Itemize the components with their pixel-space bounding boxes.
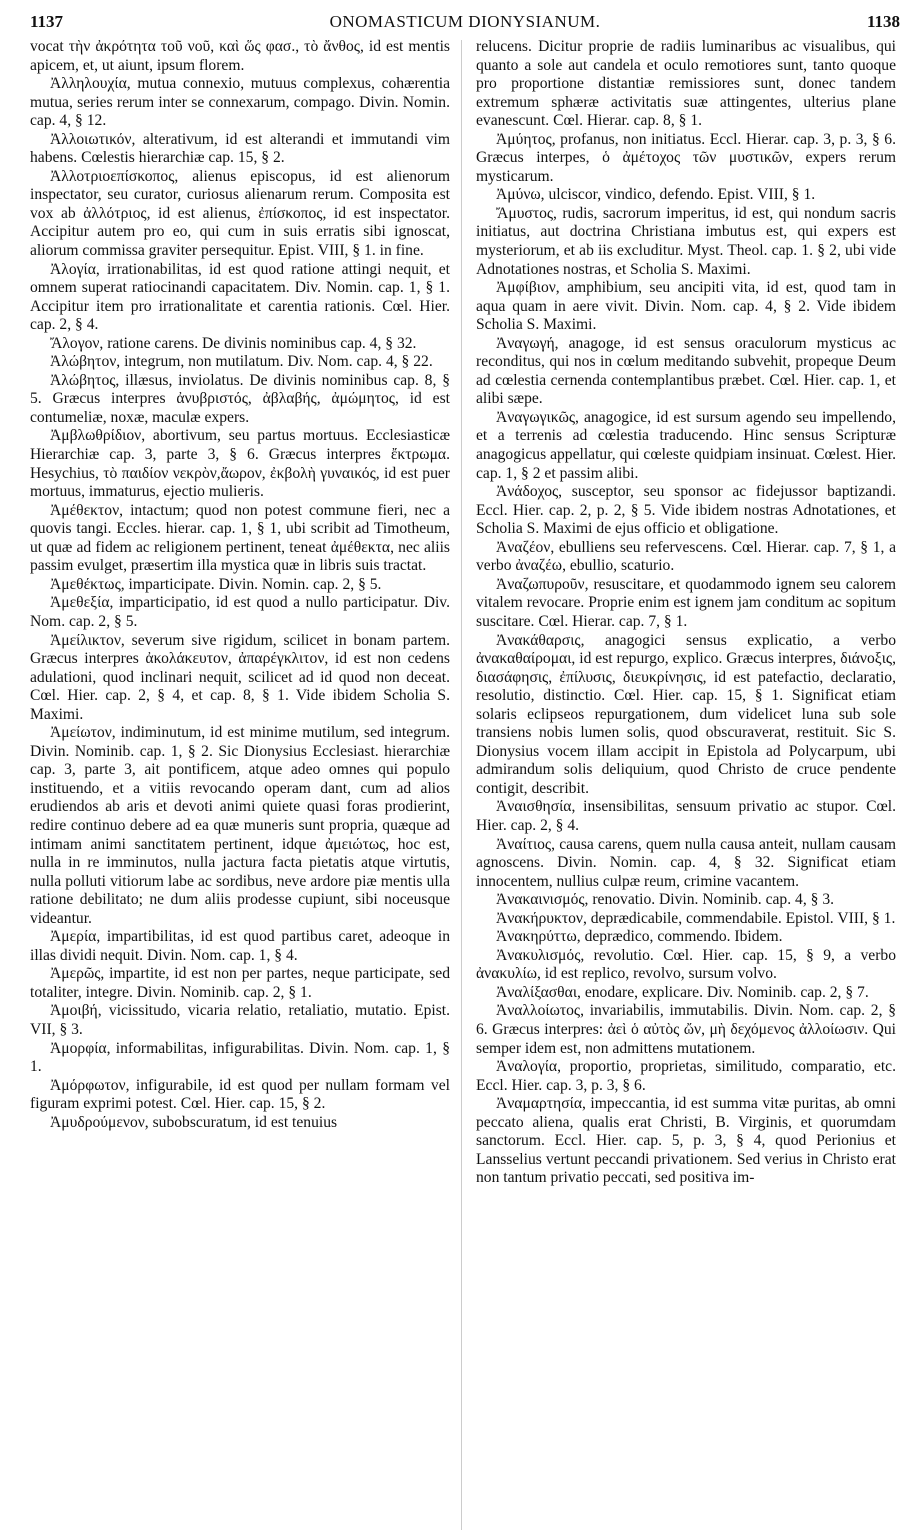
- entry-paragraph: Ἄμυστος, rudis, sacrorum imperitus, id est, qui nondum sacris initiatus, aut doctrina Christiana imbutus est, qui expers est mysteriorum, et ab iis excluditur. Myst. Theol. cap. 1. § 2, ubi vide Adnotationes nostras, et Scholia S. Maximi.: [476, 204, 896, 278]
- entry-paragraph: Ἀμερία, impartibilitas, id est quod partibus caret, adeoque in illas dividi nequit. Divin. Nom. cap. 1, § 4.: [30, 928, 450, 964]
- entry-paragraph: Ἀναμαρτησία, impeccantia, id est summa vitæ puritas, ab omni peccato aliena, qualis erat Christi, B. Virginis, et quorumdam sanctorum. Eccl. Hier. cap. 5, p. 3, § 4, quod Perionius et Lansselius vertunt peccandi privationem. Sed verius in Christo erat non tantum privatio peccati, sed positiva im-: [476, 1095, 896, 1187]
- entry-paragraph: Ἀναισθησία, insensibilitas, sensuum privatio ac stupor. Cœl. Hier. cap. 2, § 4.: [476, 798, 896, 834]
- entry-paragraph: Ἀμερῶς, impartite, id est non per partes, neque participate, sed totaliter, integre. Divin. Nominib. cap. 2, § 1.: [30, 965, 450, 1001]
- entry-paragraph: Ἀνακυλισμός, revolutio. Cœl. Hier. cap. 15, § 9, a verbo ἀνακυλίω, id est replico, revolvo, sursum volvo.: [476, 946, 896, 983]
- left-column: [30, 38, 450, 1533]
- entry-paragraph: Ἀμφίβιον, amphibium, seu ancipiti vita, id est, quod tam in aqua quam in aere vivit. Divin. Nom. cap. 4, § 2. Vide ibidem Scholia S. Maximi.: [476, 279, 896, 334]
- entry-paragraph: Ἀλλοιωτικόν, alterativum, id est alterandi et immutandi vim habens. Cœlestis hierarchiæ cap. 15, § 2.: [30, 130, 450, 167]
- entry-paragraph: Ἀμείωτον, indiminutum, id est minime mutilum, sed integrum. Divin. Nominib. cap. 1, § 2. Sic Dionysius Ecclesiast. hierarchiæ cap. 3, parte 3, ait pontificem, atque adeo omnes qui populo instituendo, et a vitiis revocando operam dant, cum ad alios erudiendos ab aris et devoti animi quiete quasi foras prodierint, redire continuo debere ad ea quæ muneris sunt propria, quæque ad intimam animi sanctitatem pertinent, idque ἀμειώτως, hoc est, nulla in re imminutos, nulla jactura facta pietatis atque virtutis, nulla polluti vitiorum labe ac sordibus, neve ardore piæ mentis ulla ratione debilitato; ne dum aliis prodesse cupiunt, sibi noceusque videantur.: [30, 724, 450, 927]
- entry-paragraph: Ἀνακαινισμός, renovatio. Divin. Nominib. cap. 4, § 3.: [496, 891, 835, 909]
- entry-paragraph: Ἀναλλοίωτος, invariabilis, immutabilis. Divin. Nom. cap. 2, § 6. Græcus interpres: ἀεὶ ὁ αὐτὸς ὤν, μὴ δεχόμενος ἀλλοίωσιν. Qui semper idem est, non admittens mutationem.: [476, 1002, 896, 1057]
- entry-paragraph: Ἀμοιβή, vicissitudo, vicaria relatio, retaliatio, mutatio. Epist. VII, § 3.: [30, 1002, 450, 1038]
- entry-paragraph: Ἀλώβητον, integrum, non mutilatum. Div. Nom. cap. 4, § 22.: [50, 353, 433, 371]
- entry-paragraph: Ἀλλοτριοεπίσκοπος, alienus episcopus, id est alienorum inspectator, seu curator, curiosus alienarum rerum. Composita est vox ab ἀλλότριος, id est alienus, ἐπίσκοπος, id est inspectator. Accipitur autem pro eo, qui cum in suis erratis sibi ignoscat, aliorum commissa graviter persequitur. Epist. VIII, § 1. in fine.: [30, 167, 450, 260]
- entry-paragraph: vocat τὴν ἀκρότητα τοῦ νοῦ, καὶ ὥς φασ., τὸ ἄνθος, id est mentis apicem, et, ut aiunt, ipsum florem.: [30, 38, 450, 74]
- entry-paragraph: Ἀναίτιος, causa carens, quem nulla causa anteit, nullam causam agnoscens. Divin. Nomin. cap. 4, § 32. Significat etiam innocentem, nullius culpæ reum, crimine vacantem.: [476, 835, 896, 890]
- page-number-left: 1137: [30, 12, 64, 31]
- entry-paragraph: Ἀναλίξασθαι, enodare, explicare. Div. Nominib. cap. 2, § 7.: [496, 983, 869, 1001]
- entry-paragraph: Ἀνακηρύττω, deprædico, commendo. Ibidem.: [496, 928, 783, 946]
- entry-paragraph: Ἀμόρφωτον, infigurabile, id est quod per nullam formam vel figuram exprimi potest. Cœl. Hier. cap. 15, § 2.: [30, 1076, 450, 1113]
- entry-paragraph: relucens. Dicitur proprie de radiis luminaribus ac visualibus, qui quanto a sole aut candela et oculo remotiores sunt, tanto quoque pro proportione distantiæ remissiores sunt, donec tandem extremum sphæræ activitatis suæ attingentes, ulterius plane evanescunt. Cœl. Hierar. cap. 8, § 1.: [476, 38, 896, 130]
- column-divider: [461, 40, 462, 1530]
- entry-paragraph: Ἀναζέον, ebulliens seu refervescens. Cœl. Hierar. cap. 7, § 1, a verbo ἀναζέω, ebullio, scaturio.: [476, 538, 896, 575]
- entry-paragraph: Ἀμεθέκτως, imparticipate. Divin. Nomin. cap. 2, § 5.: [50, 575, 382, 593]
- page-number-right: 1138: [866, 12, 900, 31]
- entry-paragraph: Ἀναζωπυροῦν, resuscitare, et quodammodo ignem seu calorem vitalem revocare. Proprie enim est ignem jam conditum ac sopitum suscitare. Cœl. Hierar. cap. 7, § 1.: [476, 575, 896, 630]
- entry-paragraph: Ἀνακήρυκτον, deprædicabile, commendabile. Epistol. VIII, § 1.: [496, 909, 896, 927]
- entry-paragraph: Ἀναγωγή, anagoge, id est sensus oraculorum mysticus ac reconditus, qui nos in cœlum meditando subvehit, propeque Deum ad cœlestia cernenda contemplantibus præbet. Cœl. Hier. cap. 1, et alibi sæpe.: [476, 334, 896, 408]
- entry-paragraph: Ἀναλογία, proportio, proprietas, similitudo, comparatio, etc. Eccl. Hier. cap. 3, p. 3, § 6.: [476, 1058, 896, 1094]
- entry-paragraph: Ἀμύητος, profanus, non initiatus. Eccl. Hierar. cap. 3, p. 3, § 6. Græcus interpes, ὁ ἀμέτοχος τῶν μυστικῶν, expers rerum mysticarum.: [476, 130, 896, 185]
- entry-paragraph: Ἀναγωγικῶς, anagogice, id est sursum agendo seu impellendo, et a terrenis ad cœlestia traducendo. Hinc sensus Scripturæ anagogicus appellatur, qui cœleste quidpiam insinuat. Cœlest. Hier. cap. 1, § 2 et passim alibi.: [476, 408, 896, 482]
- entry-paragraph: Ἀλώβητος, illæsus, inviolatus. De divinis nominibus cap. 8, § 5. Græcus interpres ἀνυβριστός, ἀβλαβής, ἀμώμητος, id est contumeliæ, noxæ, maculæ expers.: [30, 371, 450, 426]
- entry-paragraph: Ἄλογον, ratione carens. De divinis nominibus cap. 4, § 32.: [50, 334, 417, 352]
- entry-paragraph: Ἀλογία, irrationabilitas, id est quod ratione attingi nequit, et omnem superat ratiocinandi capacitatem. Div. Nomin. cap. 1, § 1. Accipitur item pro irrationalitate et carentia rationis. Cœl. Hier. cap. 2, § 4.: [30, 260, 450, 334]
- entry-paragraph: Ἀμορφία, informabilitas, infigurabilitas. Divin. Nom. cap. 1, § 1.: [30, 1039, 450, 1076]
- entry-paragraph: Ἀλληλουχία, mutua connexio, mutuus complexus, cohærentia mutua, series rerum inter se connexarum, compago. Divin. Nomin. cap. 4, § 12.: [30, 75, 450, 130]
- right-column: [476, 38, 896, 1533]
- entry-paragraph: Ἀνακάθαρσις, anagogici sensus explicatio, a verbo ἀνακαθαίρομαι, id est repurgo, explico. Græcus interpres, διάνοξις, διασάφησις, ἐπίλυσις, διευκρίνησις, id est patefactio, declaratio, resolutio, distinctio. Cœl. Hier. cap. 15, § 1. Significat etiam solaris eclipseos repurgationem, dum videlicet luna sub sole transiens nobis lumen solis, quod obscuraverat, restituit. Sic S. Dionysius vocem illam accipit in Epistola ad Polycarpum, ubi admirandum solis deliquium, quod Christo de cruce pendente contigit, describit.: [476, 631, 896, 797]
- entry-paragraph: Ἀμείλικτον, severum sive rigidum, scilicet in bonam partem. Græcus interpres ἀκολάκευτον, ἀπαρέγκλιτον, id est non cedens adulationi, quod inclinari nequit, scilicet ad id quod non deceat. Cœl. Hier. cap. 2, § 4, et cap. 8, § 1. Vide ibidem Scholia S. Maximi.: [30, 631, 450, 723]
- entry-paragraph: Ἀμυδρούμενον, subobscuratum, id est tenuius: [50, 1113, 338, 1131]
- entry-paragraph: Ἀμβλωθρίδιον, abortivum, seu partus mortuus. Ecclesiasticæ Hierarchiæ cap. 3, parte 3, § 6. Græcus interpres ἔκτρωμα. Hesychius, τὸ παιδίον νεκρὸν,ἄωρον, ἐκβολὴ γυναικός, id est puer mortuus, immaturus, ejectio mulieris.: [30, 427, 450, 501]
- page-header: [30, 6, 900, 32]
- running-title: ONOMASTICUM DIONYSIANUM.: [329, 12, 601, 31]
- entry-paragraph: Ἀμεθεξία, imparticipatio, id est quod a nullo participatur. Div. Nom. cap. 2, § 5.: [30, 594, 450, 630]
- entry-paragraph: Ἀμύνω, ulciscor, vindico, defendo. Epist. VIII, § 1.: [496, 186, 816, 204]
- entry-paragraph: Ἀμέθεκτον, intactum; quod non potest commune fieri, nec a quovis tangi. Eccles. hierar. cap. 1, § 1, ubi scribit ad Timotheum, ut quæ ad fidem ac religionem pertinent, teneat ἀμέθεκτα, nec aliis passim evulget, præsertim illa mystica quæ in libris suis tractat.: [30, 501, 450, 575]
- entry-paragraph: Ἀνάδοχος, susceptor, seu sponsor ac fidejussor baptizandi. Eccl. Hier. cap. 2, p. 2, § 5. Vide ibidem nostras Adnotationes, et Scholia S. Maximi de ejus officio et obligatione.: [476, 483, 896, 538]
